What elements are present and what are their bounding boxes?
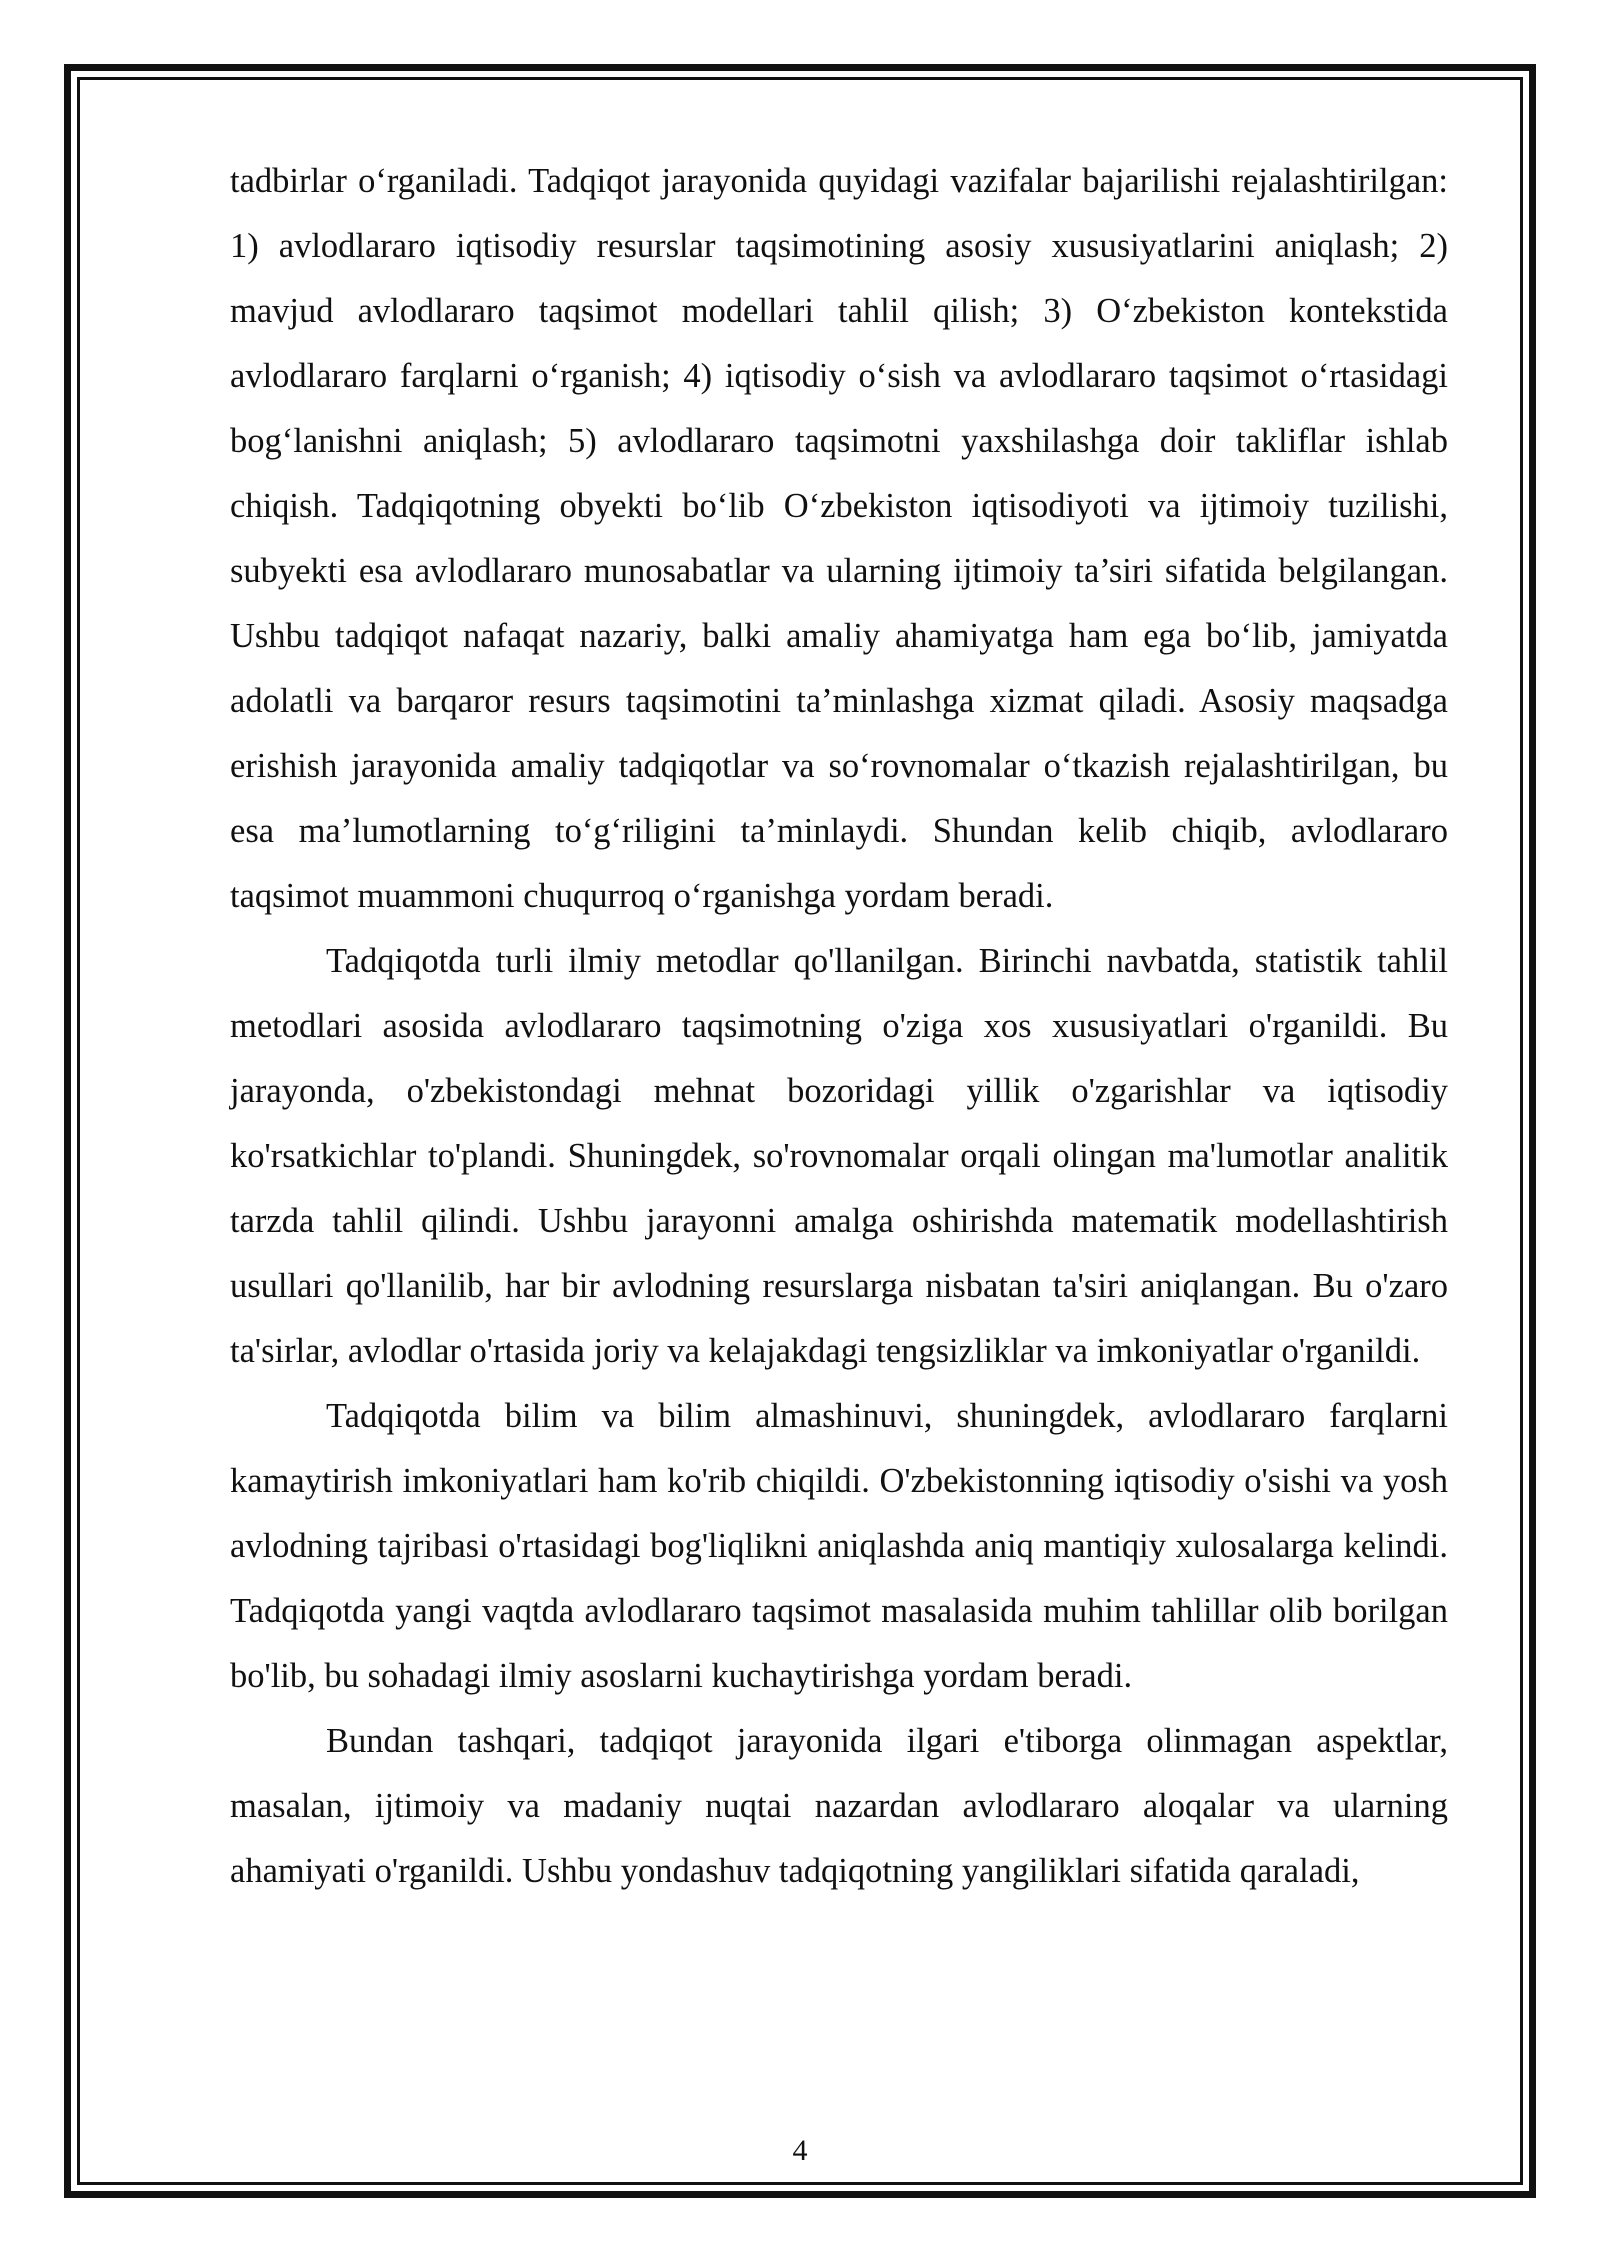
paragraph-2: Tadqiqotda turli ilmiy metodlar qo'llanilgan. Birinchi navbatda, statistik tahlil metodlari asosida avlodlararo taqsimotning o'ziga xos xususiyatlari o'rganildi. Bu jarayonda, o'zbekistondagi mehnat bozoridagi yillik o'zgarishlar va iqtisodiy ko'rsatkichlar to'plandi. Shuningdek, so'rovnomalar orqali olingan ma'lumotlar analitik tarzda tahlil qilindi. Ushbu jarayonni amalga oshirishda matematik modellashtirish usullari qo'llanilib, har bir avlodning resurslarga nisbatan ta'siri aniqlangan. Bu o'zaro ta'sirlar, avlodlar o'rtasida joriy va kelajakdagi tengsizliklar va imkoniyatlar o'rganildi. bbox=[230, 942, 1448, 1370]
page-body bbox=[230, 149, 1448, 1904]
paragraph-1: tadbirlar o‘rganiladi. Tadqiqot jarayonida quyidagi vazifalar bajarilishi rejalashtirilgan: 1) avlodlararo iqtisodiy resurslar taqsimotining asosiy xususiyatlarini aniqlash; 2) mavjud avlodlararo taqsimot modellari tahlil qilish; 3) O‘zbekiston kontekstida avlodlararo farqlarni o‘rganish; 4) iqtisodiy o‘sish va avlodlararo taqsimot o‘rtasidagi bog‘lanishni aniqlash; 5) avlodlararo taqsimotni yaxshilashga doir takliflar ishlab chiqish. Tadqiqotning obyekti bo‘lib O‘zbekiston iqtisodiyoti va ijtimoiy tuzilishi, subyekti esa avlodlararo munosabatlar va ularning ijtimoiy ta’siri sifatida belgilangan. Ushbu tadqiqot nafaqat nazariy, balki amaliy ahamiyatga ham ega bo‘lib, jamiyatda adolatli va barqaror resurs taqsimotini ta’minlashga xizmat qiladi. Asosiy maqsadga erishish jarayonida amaliy tadqiqotlar va so‘rovnomalar o‘tkazish rejalashtirilgan, bu esa ma’lumotlarning to‘g‘riligini ta’minlaydi. Shundan kelib chiqib, avlodlararo taqsimot muammoni chuqurroq o‘rganishga yordam beradi. bbox=[230, 162, 1448, 915]
paragraph-4: Bundan tashqari, tadqiqot jarayonida ilgari e'tiborga olinmagan aspektlar, masalan, ijtimoiy va madaniy nuqtai nazardan avlodlararo aloqalar va ularning ahamiyati o'rganildi. Ushbu yondashuv tadqiqotning yangiliklari sifatida qaraladi, bbox=[230, 1722, 1448, 1890]
page-number: 4 bbox=[792, 2134, 808, 2167]
paragraph-3: Tadqiqotda bilim va bilim almashinuvi, shuningdek, avlodlararo farqlarni kamaytirish imkoniyatlari ham ko'rib chiqildi. O'zbekistonning iqtisodiy o'sishi va yosh avlodning tajribasi o'rtasidagi bog'liqlikni aniqlashda aniq mantiqiy xulosalarga kelindi. Tadqiqotda yangi vaqtda avlodlararo taqsimot masalasida muhim tahlillar olib borilgan bo'lib, bu sohadagi ilmiy asoslarni kuchaytirishga yordam beradi. bbox=[230, 1397, 1448, 1695]
